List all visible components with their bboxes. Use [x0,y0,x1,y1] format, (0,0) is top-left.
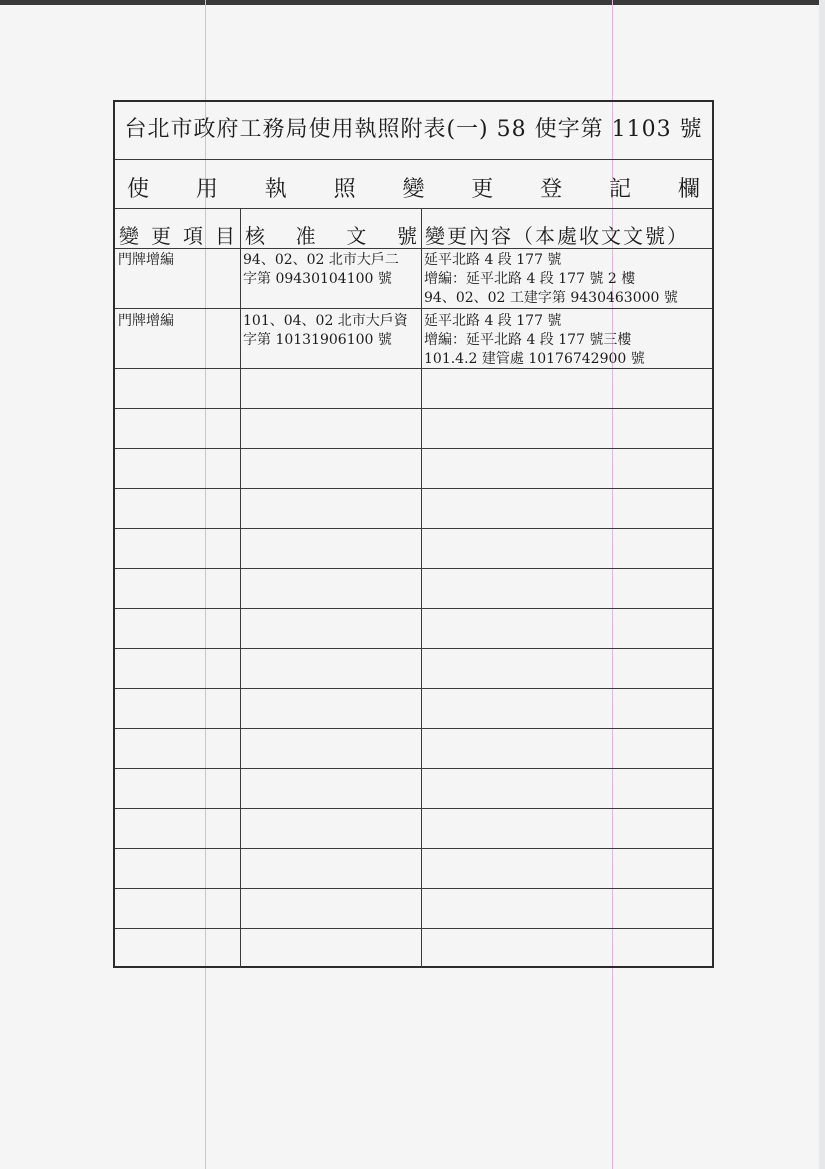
header-char: 變 [119,224,139,248]
row1-content-line2: 增編：延平北路 4 段 177 號 2 樓 [424,271,636,287]
empty-row-divider [115,528,712,529]
scan-top-edge [0,0,825,5]
header-char: 核 [245,224,265,248]
form-title: 台北市政府工務局使用執照附表(一) 58 使字第 1103 號 [124,117,703,142]
row1-content-line3: 94、02、02 工建字第 9430463000 號 [424,290,678,306]
row1-approval-line2: 字第 09430104100 號 [243,271,392,287]
row1-item: 門牌增編 [118,252,174,268]
empty-row-divider [115,608,712,609]
section-title-char: 登 [540,177,563,202]
empty-row-divider [115,448,712,449]
row2-content-line1: 延平北路 4 段 177 號 [424,313,562,329]
empty-row-divider [115,808,712,809]
row-divider [115,368,712,369]
section-title-char: 記 [609,177,632,202]
section-title-char: 用 [195,177,218,202]
title-divider [115,159,712,160]
row-divider [115,308,712,309]
usage-permit-attachment-form [113,100,714,968]
section-title-char: 執 [264,177,287,202]
scan-right-edge [819,0,825,1169]
empty-row-divider [115,648,712,649]
section-title-char: 變 [402,177,425,202]
header-char: 文 [346,224,367,248]
section-divider [115,208,712,209]
header-change-item [119,220,235,248]
column-divider-2 [421,208,422,968]
row1-content-line1: 延平北路 4 段 177 號 [424,252,562,268]
header-char: 准 [295,224,316,248]
header-char: 更 [151,224,171,248]
section-title [127,172,700,206]
empty-row-divider [115,728,712,729]
empty-row-divider [115,928,712,929]
empty-row-divider [115,408,712,409]
column-divider-1 [240,208,241,968]
header-char: 目 [215,224,235,248]
empty-row-divider [115,848,712,849]
header-change-content: 變更內容（本處收文文號） [425,224,689,248]
empty-row-divider [115,488,712,489]
row2-content-line2: 增編：延平北路 4 段 177 號三樓 [424,332,632,348]
row2-approval-line2: 字第 10131906100 號 [243,332,392,348]
row1-approval-line1: 94、02、02 北市大戶二 [243,252,399,268]
empty-row-divider [115,688,712,689]
row2-approval-line1: 101、04、02 北市大戶資 [243,313,408,329]
header-char: 號 [396,224,417,248]
section-title-char: 欄 [677,177,700,202]
header-char: 項 [183,224,203,248]
header-divider [115,248,712,249]
section-title-char: 更 [471,177,494,202]
row2-content-line3: 101.4.2 建管處 10176742900 號 [424,351,645,367]
empty-row-divider [115,888,712,889]
section-title-char: 使 [127,177,150,202]
empty-row-divider [115,768,712,769]
section-title-char: 照 [333,177,356,202]
empty-row-divider [115,568,712,569]
header-approval-number [245,220,417,248]
row2-item: 門牌增編 [118,313,174,329]
